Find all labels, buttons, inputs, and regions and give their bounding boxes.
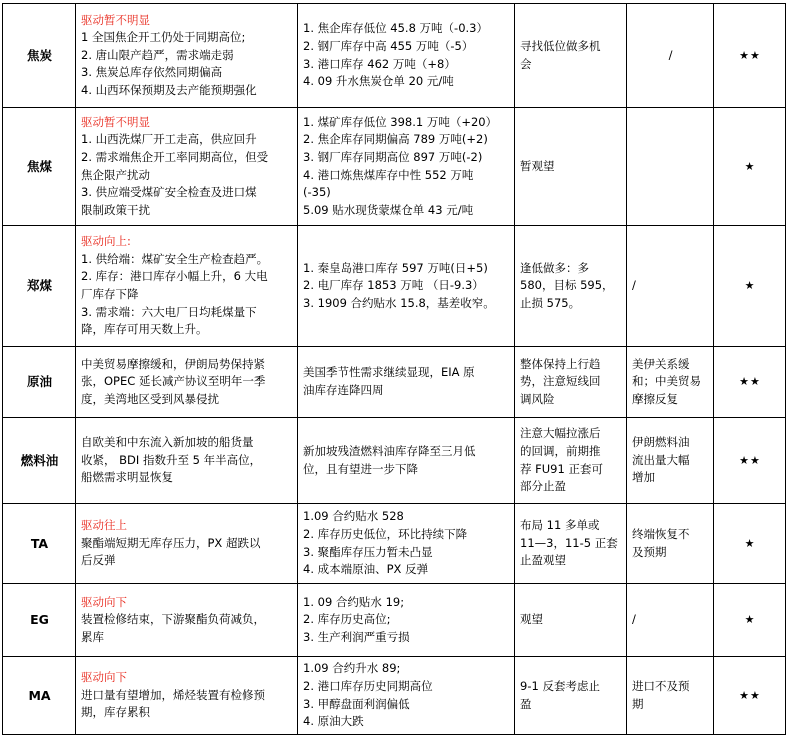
logic-line: 后反弹 (81, 553, 116, 568)
risk-cell (627, 657, 714, 735)
strategy-line: 止盈观望 (520, 553, 566, 568)
risk-line: 终端恢复不 (632, 526, 690, 541)
logic-line: 装置检修结束，下游聚酯负荷减负， (81, 612, 265, 627)
logic-cell (76, 657, 298, 735)
data-line: 1.09 合约贴水 528 (303, 509, 404, 524)
commodity-name: MA (3, 657, 76, 735)
logic-line: 限制政策干扰 (81, 202, 150, 217)
data-line: 3. 甲醇盘面利润偏低 (303, 696, 410, 711)
strategy-line: 盈 (520, 696, 532, 711)
strategy-cell (515, 226, 627, 347)
data-line: 4. 09 升水焦炭仓单 20 元/吨 (303, 74, 454, 89)
logic-cell (76, 504, 298, 584)
data-line: 4. 原油大跌 (303, 714, 364, 729)
table-row (3, 226, 786, 347)
logic-line: 累库 (81, 629, 104, 644)
logic-cell (76, 108, 298, 226)
strategy-line: 布局 11 多单或 (520, 518, 600, 533)
risk-line: 流出量大幅 (632, 452, 690, 467)
logic-line: 自欧美和中东流入新加坡的船货量 (81, 435, 254, 450)
logic-line: 张，OPEC 延长减产协议至明年一季 (81, 374, 266, 389)
strategy-line: 部分止盈 (520, 479, 566, 494)
data-line: 2. 钢厂库存中高 455 万吨（-5） (303, 38, 474, 53)
data-line: (-35) (303, 185, 331, 200)
logic-cell (76, 418, 298, 504)
driver-heading: 驱动往上 (81, 518, 127, 533)
strategy-line: 荐 FU91 正套可 (520, 461, 603, 476)
rating-stars: ★★ (714, 4, 786, 108)
data-cell (298, 108, 515, 226)
commodity-name: EG (3, 584, 76, 657)
logic-line: 聚酯端短期无库存压力，PX 超跌以 (81, 535, 261, 550)
logic-line: 4. 山西环保预期及去产能预期强化 (81, 82, 257, 97)
risk-line: / (632, 278, 636, 293)
strategy-line: 寻找低位做多机 (520, 38, 601, 53)
commodity-table (2, 3, 786, 735)
data-cell (298, 226, 515, 347)
data-line: 油库存连降四周 (303, 383, 384, 397)
risk-line: 和；中美贸易 (632, 374, 701, 389)
table-body (3, 4, 786, 735)
logic-line: 厂库存下降 (81, 287, 139, 301)
risk-line: 进口不及预 (632, 678, 690, 693)
data-line: 2. 电厂库存 1853 万吨 （日-9.3） (303, 278, 484, 293)
risk-cell (627, 347, 714, 418)
risk-cell (627, 584, 714, 657)
data-cell (298, 4, 515, 108)
strategy-cell (515, 657, 627, 735)
strategy-line: 逢低做多：多 (520, 260, 589, 275)
strategy-line: 9-1 反套考虑止 (520, 678, 600, 693)
rating-stars: ★ (714, 584, 786, 657)
risk-cell (627, 504, 714, 584)
commodity-name: TA (3, 504, 76, 584)
table-row (3, 418, 786, 504)
driver-heading: 驱动暂不明显 (81, 12, 150, 27)
logic-line: 3. 焦炭总库存依然同期偏高 (81, 65, 223, 80)
data-cell (298, 504, 515, 584)
risk-line: 期 (632, 696, 644, 711)
risk-line: 增加 (632, 470, 655, 485)
rating-stars: ★ (714, 504, 786, 584)
strategy-line: 观望 (520, 612, 543, 627)
commodity-name: 焦炭 (3, 4, 76, 108)
strategy-cell (515, 504, 627, 584)
data-line: 3. 港口库存 462 万吨（+8） (303, 56, 456, 71)
logic-line: 3. 需求端：六大电厂日均耗煤量下 (81, 304, 257, 319)
driver-heading: 驱动向下 (81, 670, 127, 685)
strategy-line: 势，注意短线回 (520, 374, 601, 389)
logic-line: 1. 供给端：煤矿安全生产检查趋严。 (81, 251, 269, 266)
risk-cell (627, 4, 714, 108)
data-cell (298, 347, 515, 418)
logic-cell (76, 4, 298, 108)
strategy-cell (515, 108, 627, 226)
logic-line: 期，库存累积 (81, 705, 150, 720)
data-line: 2. 库存历史低位，环比持续下降 (303, 526, 468, 541)
data-line: 3. 钢厂库存同期高位 897 万吨(-2) (303, 149, 483, 164)
strategy-line: 暂观望 (520, 158, 555, 173)
table-row (3, 657, 786, 735)
strategy-line: 的回调，前期推 (520, 443, 601, 458)
data-cell (298, 657, 515, 735)
data-cell (298, 418, 515, 504)
table-row (3, 108, 786, 226)
rating-stars: ★ (714, 108, 786, 226)
logic-line: 度，美湾地区受到风暴侵扰 (81, 391, 219, 406)
data-line: 5.09 贴水现货蒙煤仓单 43 元/吨 (303, 202, 474, 217)
data-line: 1. 秦皇岛港口库存 597 万吨(日+5) (303, 260, 488, 275)
driver-heading: 驱动暂不明显 (81, 114, 150, 129)
data-line: 4. 港口炼焦煤库存中性 552 万吨 (303, 167, 474, 182)
data-line: 3. 聚酯库存压力暂未凸显 (303, 544, 433, 559)
logic-line: 中美贸易摩擦缓和，伊朗局势保持紧 (81, 356, 265, 371)
rating-stars: ★★ (714, 657, 786, 735)
driver-heading: 驱动向下 (81, 594, 127, 609)
data-cell (298, 584, 515, 657)
logic-line: 收紧， BDI 指数升至 5 年半高位， (81, 452, 262, 467)
risk-line: 及预期 (632, 544, 667, 559)
risk-line: 伊朗燃料油 (632, 435, 690, 450)
risk-line: / (632, 612, 636, 627)
risk-line: / (668, 47, 673, 62)
logic-line: 降，库存可用天数上升。 (81, 322, 208, 337)
data-line: 1. 煤矿库存低位 398.1 万吨（+20） (303, 114, 498, 129)
risk-line: 美伊关系缓 (632, 356, 690, 371)
commodity-name: 原油 (3, 347, 76, 418)
logic-cell (76, 226, 298, 347)
data-line: 新加坡残渣燃料油库存降至三月低 (303, 443, 476, 458)
data-line: 1.09 合约升水 89; (303, 661, 401, 676)
logic-line: 2. 库存：港口库存小幅上升，6 大电 (81, 269, 268, 284)
data-line: 2. 焦企库存同期偏高 789 万吨(+2) (303, 132, 488, 147)
rating-stars: ★ (714, 226, 786, 347)
logic-line: 船燃需求明显恢复 (81, 470, 173, 485)
strategy-line: 整体保持上行趋 (520, 356, 601, 371)
logic-line: 1 全国焦企开工仍处于同期高位; (81, 30, 246, 45)
strategy-line: 580，目标 595， (520, 278, 614, 293)
strategy-cell (515, 4, 627, 108)
commodity-name: 焦煤 (3, 108, 76, 226)
strategy-cell (515, 584, 627, 657)
table-row (3, 4, 786, 108)
data-line: 4. 成本端原油、PX 反弹 (303, 562, 429, 577)
logic-line: 2. 唐山限产趋严，需求端走弱 (81, 47, 234, 62)
strategy-cell (515, 418, 627, 504)
commodity-name: 郑煤 (3, 226, 76, 347)
driver-heading: 驱动向上: (81, 234, 131, 249)
logic-line: 焦企限产扰动 (81, 167, 150, 182)
rating-stars: ★★ (714, 418, 786, 504)
logic-line: 1. 山西洗煤厂开工走高，供应回升 (81, 132, 257, 147)
table-row (3, 347, 786, 418)
logic-cell (76, 347, 298, 418)
risk-cell (627, 226, 714, 347)
logic-line: 进口量有望增加，烯烃装置有检修预 (81, 687, 265, 702)
data-line: 美国季节性需求继续显现，EIA 原 (303, 365, 475, 380)
strategy-line: 会 (520, 56, 532, 71)
data-line: 2. 库存历史高位; (303, 612, 391, 627)
data-line: 3. 1909 合约贴水 15.8，基差收窄。 (303, 295, 495, 310)
table-row (3, 584, 786, 657)
data-line: 3. 生产利润严重亏损 (303, 629, 410, 644)
strategy-line: 注意大幅拉涨后 (520, 426, 601, 441)
risk-cell (627, 418, 714, 504)
data-line: 2. 港口库存历史同期高位 (303, 678, 433, 693)
strategy-line: 止损 575。 (520, 295, 581, 310)
logic-line: 3. 供应端受煤矿安全检查及进口煤 (81, 185, 257, 200)
data-line: 1. 焦企库存低位 45.8 万吨（-0.3） (303, 21, 488, 36)
strategy-line: 11—3，11-5 正套 (520, 535, 618, 550)
risk-cell (627, 108, 714, 226)
strategy-line: 调风险 (520, 391, 555, 406)
logic-cell (76, 584, 298, 657)
logic-line: 2. 需求端焦企开工率同期高位，但受 (81, 149, 269, 164)
rating-stars: ★★ (714, 347, 786, 418)
commodity-name: 燃料油 (3, 418, 76, 504)
strategy-cell (515, 347, 627, 418)
data-line: 位，且有望进一步下降 (303, 461, 418, 476)
table-row (3, 504, 786, 584)
data-line: 1. 09 合约贴水 19; (303, 594, 405, 609)
risk-line: 摩擦反复 (632, 391, 678, 406)
